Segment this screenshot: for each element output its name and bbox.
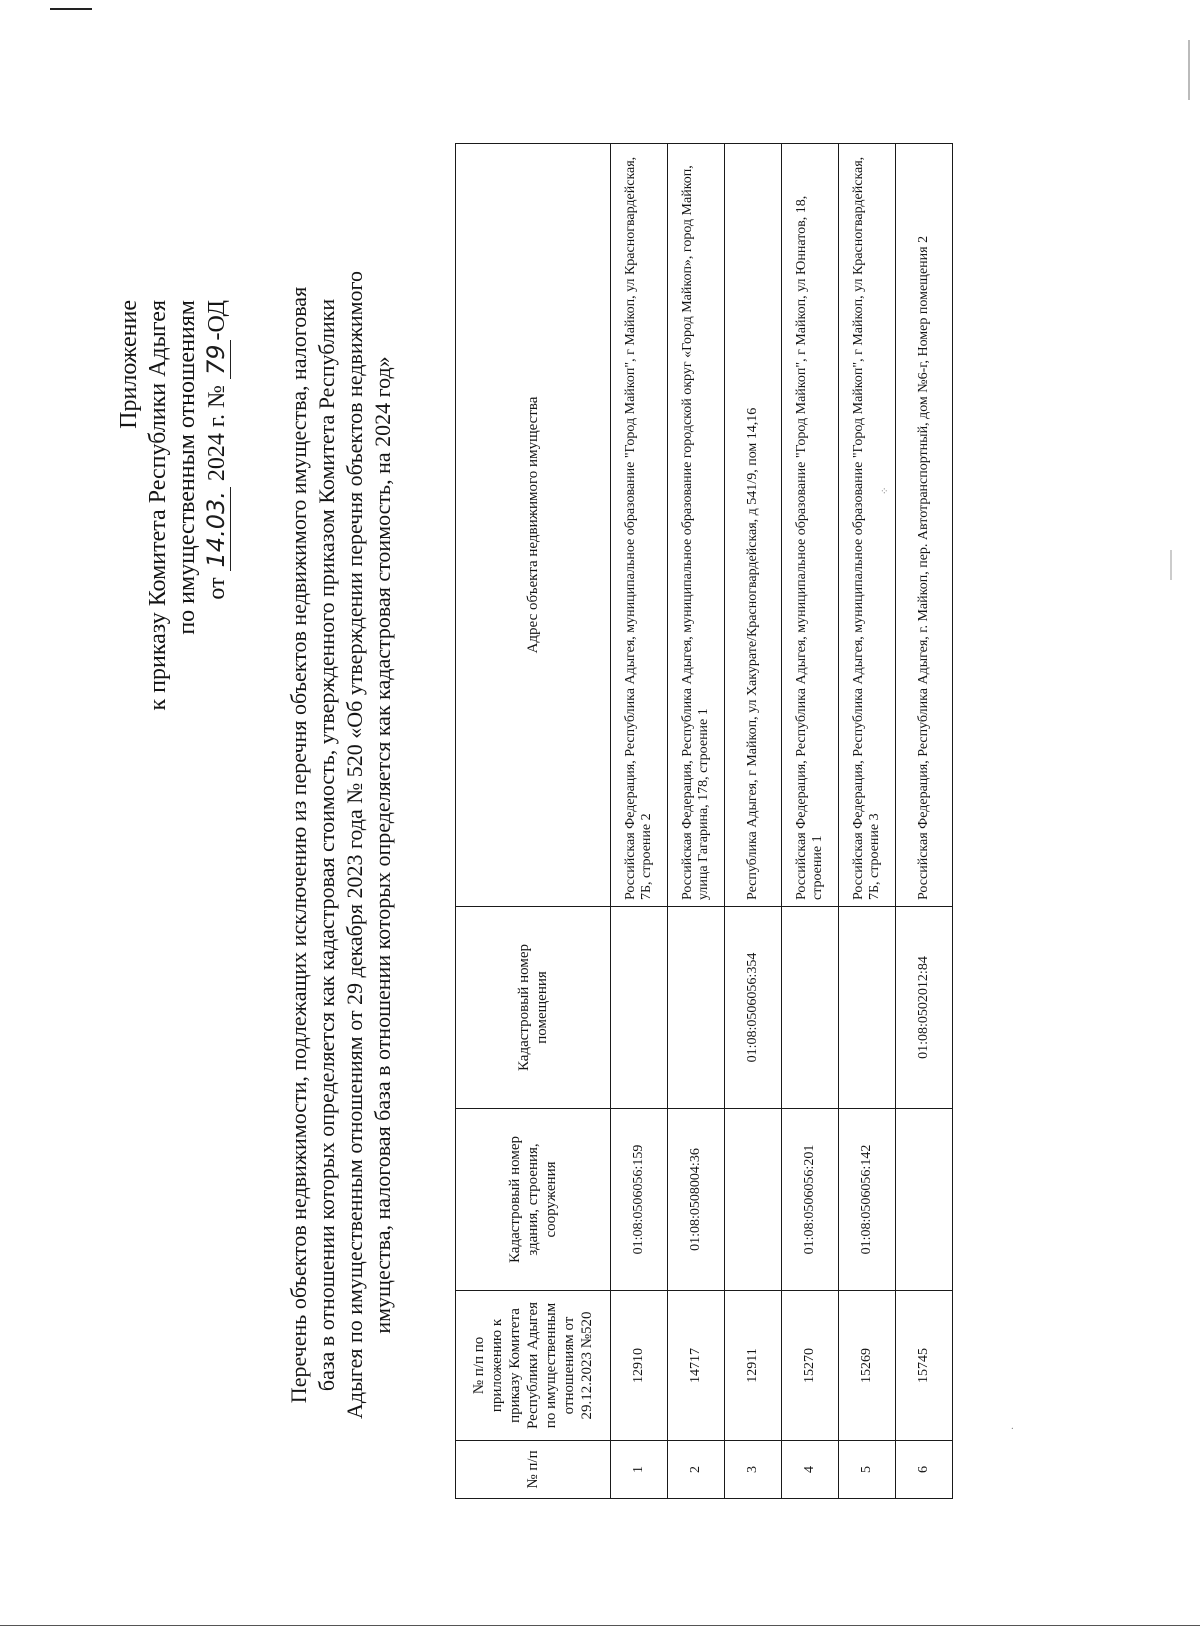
appendix-header xyxy=(115,300,232,711)
header-ref: № п/п по приложению к приказу Комитета Республики Адыгея по имущественным отношениям от 29.12.2023 №520 xyxy=(456,1291,611,1441)
cell-ref: 12910 xyxy=(611,1291,668,1441)
cell-address: Республика Адыгея, г Майкоп, ул Хакурате/Красногвардейская, д 541/9, пом 14,16 xyxy=(725,144,782,907)
cell-premises: 01:08:0506056:354 xyxy=(725,907,782,1109)
handwritten-date: 14.03. xyxy=(202,487,231,571)
header-num: № п/п xyxy=(456,1441,611,1499)
table-row xyxy=(782,144,839,1499)
cell-ref: 15270 xyxy=(782,1291,839,1441)
table-row xyxy=(611,144,668,1499)
cell-address: Российская Федерация, Республика Адыгея, муниципальное образование "Город Майкоп", г Майкоп, ул Юннатов, 18, строение 1 xyxy=(782,144,839,907)
order-year: 2024 г. № xyxy=(204,385,230,482)
cell-ref: 14717 xyxy=(668,1291,725,1441)
table-header-row xyxy=(456,144,611,1499)
cell-num: 5 xyxy=(839,1441,896,1499)
cell-num: 2 xyxy=(668,1441,725,1499)
appendix-label: Приложение xyxy=(116,300,142,429)
table-row xyxy=(896,144,953,1499)
appendix-committee: по имущественным отношениям xyxy=(174,300,200,635)
scan-speck: · xyxy=(1008,1426,1019,1430)
cell-building xyxy=(896,1109,953,1291)
real-estate-table xyxy=(455,143,953,1499)
cell-address: Российская Федерация, Республика Адыгея, муниципальное образование "Город Майкоп", г Майкоп, ул Красногвардейская, 7Б, строение 3 xyxy=(839,144,896,907)
header-premises-cadastral: Кадастровый номер помещения xyxy=(456,907,611,1109)
appendix-order-ref: к приказу Комитета Республики Адыгея xyxy=(145,300,171,711)
title-line: Перечень объектов недвижимости, подлежащих исключению из перечня объектов недвижимого имущества, налоговая xyxy=(286,286,311,1404)
cell-premises xyxy=(668,907,725,1109)
cell-premises xyxy=(839,907,896,1109)
order-prefix: от xyxy=(204,577,230,600)
cell-address: Российская Федерация, Республика Адыгея, г. Майкоп, пер. Автотранспортный, дом №6-г, Номер помещения 2 xyxy=(896,144,953,907)
header-building-cadastral: Кадастровый номер здания, строения, сооружения xyxy=(456,1109,611,1291)
cell-address: Российская Федерация, Республика Адыгея, муниципальное образование "Город Майкоп", г Майкоп, ул Красногвардейская, 7Б, строение 2 xyxy=(611,144,668,907)
title-line: база в отношении которых определяется как кадастровая стоимость, утвержденного приказом Комитета Республики xyxy=(314,298,339,1392)
order-suffix: -ОД xyxy=(204,300,230,341)
cell-building: 01:08:0508004:36 xyxy=(668,1109,725,1291)
cell-building xyxy=(725,1109,782,1291)
table-row xyxy=(839,144,896,1499)
cell-building: 01:08:0506056:201 xyxy=(782,1109,839,1291)
title-line: имущества, налоговая база в отношении которых определяется как кадастровая стоимость, на 2024 год» xyxy=(370,356,395,1334)
cell-premises xyxy=(611,907,668,1109)
cell-ref: 12911 xyxy=(725,1291,782,1441)
cell-ref: 15745 xyxy=(896,1291,953,1441)
cell-num: 1 xyxy=(611,1441,668,1499)
table-row xyxy=(725,144,782,1499)
appendix-order-date-line xyxy=(202,300,232,711)
scan-speck: ⁘ xyxy=(880,486,891,495)
cell-ref: 15269 xyxy=(839,1291,896,1441)
table-row xyxy=(668,144,725,1499)
cell-num: 4 xyxy=(782,1441,839,1499)
cell-premises: 01:08:0502012:84 xyxy=(896,907,953,1109)
cell-num: 3 xyxy=(725,1441,782,1499)
document-title xyxy=(285,195,397,1495)
cell-building: 01:08:0506056:159 xyxy=(611,1109,668,1291)
cell-building: 01:08:0506056:142 xyxy=(839,1109,896,1291)
title-line: Адыгея по имущественным отношениям от 29 декабря 2023 года № 520 «Об утверждении перечня объектов недвижимого xyxy=(342,270,367,1420)
handwritten-order-number: 79 xyxy=(202,341,231,380)
cell-num: 6 xyxy=(896,1441,953,1499)
cell-premises xyxy=(782,907,839,1109)
header-address: Адрес объекта недвижимого имущества xyxy=(456,144,611,907)
cell-address: Российская Федерация, Республика Адыгея, муниципальное образование городской округ «Город Майкоп», город Майкоп, улица Гагарина, 178, строение 1 xyxy=(668,144,725,907)
